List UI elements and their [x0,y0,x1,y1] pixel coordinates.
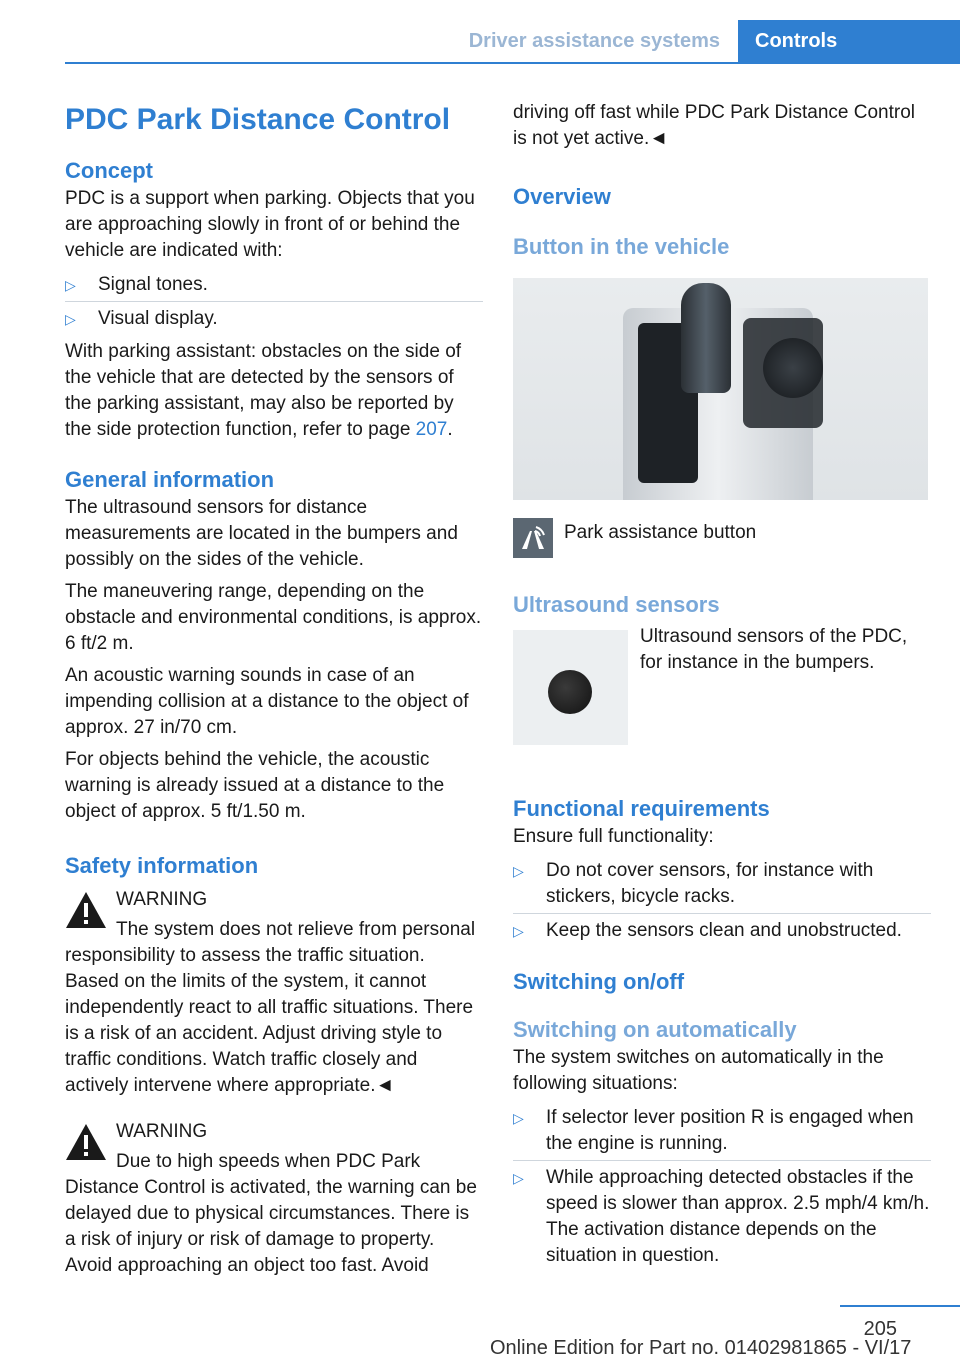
list-item: ▷ Keep the sensors clean and unobstructed. [513,914,931,947]
overview-heading: Overview [513,184,611,209]
selector-lever [681,283,731,393]
button-heading: Button in the vehicle [513,234,730,259]
functional-text: Ensure full functionality: [513,826,714,847]
park-assist-button-label: Park assistance button [564,522,757,543]
list-item: ▷ Do not cover sensors, for instance with stickers, bicycle racks. [513,854,931,914]
page-reference-link[interactable]: 207 [415,419,448,440]
general-info-p4: For objects behind the vehicle, the acoustic warning is already issued at a distance to the object of approx. 5 ft/1.50 m. [65,749,445,822]
general-info-p2: The maneuvering range, depending on the obstacle and environmental conditions, is approx. 6 ft/2 m. [65,581,482,654]
auto-text: The system switches on automatically in the following situations: [513,1047,884,1094]
edition-footer: Online Edition for Part no. 01402981865 - VI/17 [490,1337,912,1359]
warning-label: WARNING [116,1121,208,1142]
triangle-right-icon: ▷ [513,863,524,879]
warning-triangle-icon [65,1123,107,1161]
warning-block-1 [65,887,483,1099]
general-info-p3: An acoustic warning sounds in case of an impending collision at a distance to the object of approx. 27 in/70 cm. [65,665,469,738]
controller-knob [763,338,823,398]
safety-heading: Safety information [65,853,259,878]
concept-heading: Concept [65,158,153,183]
functional-list [513,854,931,947]
general-info-p1: The ultrasound sensors for distance measurements are located in the bumpers and possibly on the sides of the vehicle. [65,497,458,570]
sensor-photo [513,630,628,745]
list-item: ▷ Visual display. [65,302,483,335]
parking-assistant-text: With parking assistant: obstacles on the side of the vehicle that are detected by the sensors of the parking assistant, may also be reported by the side protection function, refer to page 207. [65,341,462,440]
sensors-text: Ultrasound sensors of the PDC, for instance in the bumpers. [640,626,908,673]
triangle-right-icon: ▷ [65,277,76,293]
auto-list [513,1101,931,1272]
sensor-icon [548,670,592,714]
header-tab-controls: Controls [738,20,960,64]
triangle-right-icon: ▷ [513,923,524,939]
header-divider [65,62,960,64]
park-assist-button-row [513,518,931,566]
continued-warning-text: driving off fast while PDC Park Distance Control is not yet active.◄ [513,102,915,149]
concept-text: PDC is a support when parking. Objects that you are approaching slowly in front of or behind the vehicle are indicated with: [65,188,475,261]
switching-heading: Switching on/off [513,969,685,994]
list-item: ▷ Signal tones. [65,268,483,302]
auto-heading: Switching on automatically [513,1017,797,1042]
triangle-right-icon: ▷ [513,1110,524,1126]
right-column [513,100,931,1272]
header-section-title: Driver assistance systems [468,30,720,52]
sensors-heading: Ultrasound sensors [513,592,720,617]
left-column [65,100,483,1279]
page-title: PDC Park Distance Control [65,103,451,136]
concept-list [65,268,483,335]
warning-block-2 [65,1119,483,1279]
warning-text: Due to high speeds when PDC Park Distance Control is activated, the warning can be delayed due to physical circumstances. There is a risk of injury or risk of damage to property. Avoid approaching an object too fast. Avoid [65,1151,477,1276]
warning-triangle-icon [65,891,107,929]
list-item: ▷ If selector lever position R is engaged when the engine is running. [513,1101,931,1161]
center-console-photo [513,278,928,500]
footer-divider [840,1305,960,1307]
list-item: ▷ While approaching detected obstacles if the speed is slower than approx. 2.5 mph/4 km/h. The activation distance depends on the situation in question. [513,1167,930,1266]
park-assist-icon [513,518,553,558]
page-number: 205 [863,1318,897,1340]
sensors-block [513,624,931,774]
warning-label: WARNING [116,889,208,910]
general-info-heading: General information [65,467,275,492]
page-header [0,0,960,64]
triangle-right-icon: ▷ [65,311,76,327]
functional-heading: Functional requirements [513,796,770,821]
triangle-right-icon: ▷ [513,1170,524,1186]
warning-text: The system does not relieve from personal responsibility to assess the traffic situation. Based on the limits of the system, it cannot independently react to all traffic situations. There is a risk of an accident. Adjust driving style to traffic conditions. Watch traffic closely and actively intervene where appropriate.◄ [65,919,476,1096]
